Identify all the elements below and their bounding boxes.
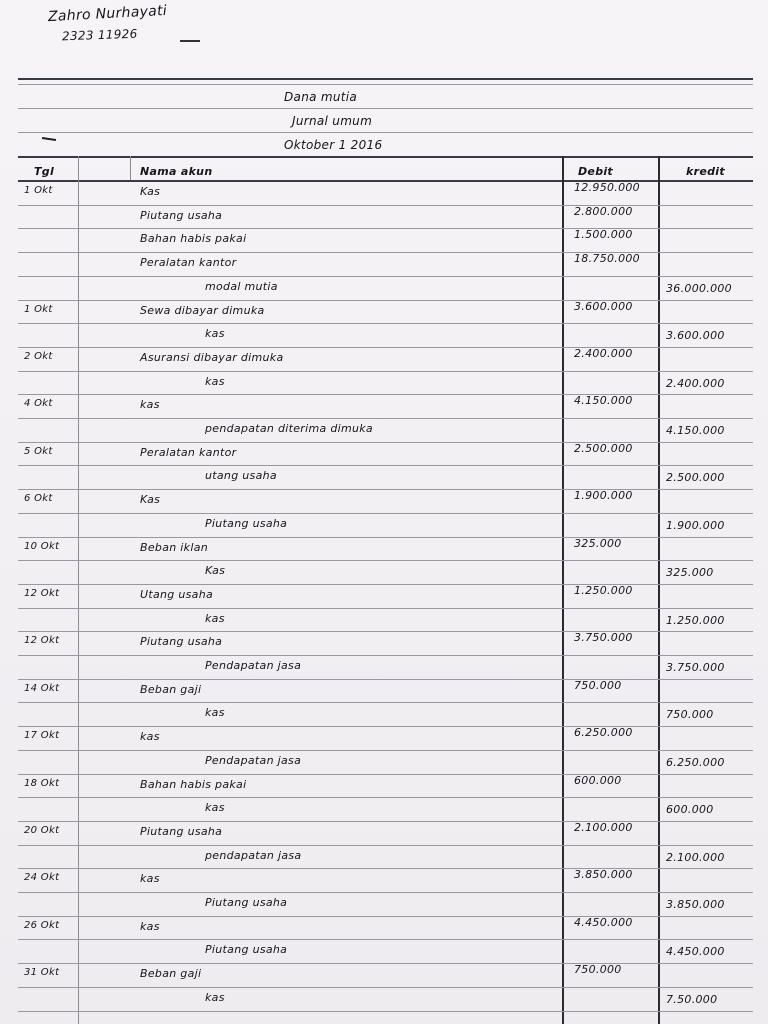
journal-title: Jurnal umum: [292, 114, 373, 128]
row-rule: [18, 963, 753, 964]
entry-date: 20 Okt: [24, 825, 60, 836]
rule: [18, 132, 753, 133]
student-id: 2323 11926: [61, 26, 138, 44]
entry-credit: 2.400.000: [666, 377, 725, 390]
entry-date: 12 Okt: [24, 588, 60, 599]
entry-credit: 1.250.000: [666, 614, 725, 627]
row-rule: [18, 205, 753, 206]
entry-debit: 2.400.000: [574, 347, 633, 360]
entry-date: 1 Okt: [24, 304, 53, 315]
entry-date: 26 Okt: [24, 920, 60, 931]
entry-credit: 36.000.000: [666, 282, 732, 295]
entry-account: kas: [140, 730, 160, 743]
entry-account: utang usaha: [205, 469, 277, 482]
entry-credit: 750.000: [666, 708, 714, 721]
column-header-credit: kredit: [686, 165, 725, 178]
company-name: Dana mutia: [284, 90, 358, 104]
row-rule: [18, 418, 753, 419]
row-rule: [18, 750, 753, 751]
entry-account: Piutang usaha: [140, 825, 223, 838]
entry-debit: 6.250.000: [574, 726, 633, 739]
credit-column-divider: [658, 156, 660, 1024]
entry-debit: 1.900.000: [574, 489, 633, 502]
entry-account: kas: [140, 398, 160, 411]
entry-account: Peralatan kantor: [140, 256, 237, 269]
entry-date: 24 Okt: [24, 872, 60, 883]
entry-debit: 750.000: [574, 679, 622, 692]
entry-account: Piutang usaha: [205, 943, 288, 956]
entry-credit: 1.900.000: [666, 519, 725, 532]
row-rule: [18, 987, 753, 988]
row-rule: [18, 608, 753, 609]
row-rule: [18, 797, 753, 798]
row-rule: [18, 228, 753, 229]
row-rule: [18, 845, 753, 846]
entry-credit: 4.150.000: [666, 424, 725, 437]
entry-credit: 600.000: [666, 803, 714, 816]
entry-account: Piutang usaha: [205, 517, 288, 530]
entry-account: Piutang usaha: [140, 209, 223, 222]
entry-debit: 750.000: [574, 963, 622, 976]
entry-date: 31 Okt: [24, 967, 60, 978]
entry-account: Beban iklan: [140, 541, 209, 554]
entry-debit: 3.850.000: [574, 868, 633, 881]
entry-debit: 2.500.000: [574, 442, 633, 455]
entry-date: 4 Okt: [24, 398, 53, 409]
column-header-debit: Debit: [578, 165, 613, 178]
column-header-account: Nama akun: [140, 165, 213, 178]
row-rule: [18, 442, 753, 443]
entry-debit: 2.100.000: [574, 821, 633, 834]
entry-account: pendapatan diterima dimuka: [205, 422, 373, 435]
entry-account: kas: [205, 706, 225, 719]
entry-account: kas: [140, 920, 160, 933]
row-rule: [18, 774, 753, 775]
date-column-divider: [78, 156, 79, 1024]
entry-debit: 3.600.000: [574, 300, 633, 313]
header-divider: [130, 156, 131, 180]
entry-credit: 4.450.000: [666, 945, 725, 958]
entry-credit: 3.850.000: [666, 898, 725, 911]
entry-debit: 1.500.000: [574, 228, 633, 241]
entry-date: 14 Okt: [24, 683, 60, 694]
row-rule: [18, 252, 753, 253]
entry-debit: 4.150.000: [574, 394, 633, 407]
row-rule: [18, 655, 753, 656]
entry-debit: 325.000: [574, 537, 622, 550]
entry-date: 17 Okt: [24, 730, 60, 741]
row-rule: [18, 276, 753, 277]
row-rule: [18, 584, 753, 585]
column-header-date: Tgl: [34, 165, 55, 178]
entry-date: 6 Okt: [24, 493, 53, 504]
rule: [18, 84, 753, 85]
entry-credit: 3.600.000: [666, 329, 725, 342]
rule: [18, 108, 753, 109]
entry-date: 1 Okt: [24, 185, 53, 196]
header-top-rule: [18, 156, 753, 158]
entry-account: kas: [205, 327, 225, 340]
top-rule: [18, 78, 753, 80]
row-rule: [18, 868, 753, 869]
entry-account: Kas: [205, 564, 226, 577]
entry-date: 10 Okt: [24, 541, 60, 552]
row-rule: [18, 679, 753, 680]
entry-account: Bahan habis pakai: [140, 232, 247, 245]
row-rule: [18, 726, 753, 727]
row-rule: [18, 347, 753, 348]
entry-credit: 2.100.000: [666, 851, 725, 864]
row-rule: [18, 537, 753, 538]
row-rule: [18, 821, 753, 822]
entry-account: Pendapatan jasa: [205, 659, 302, 672]
entry-credit: 2.500.000: [666, 471, 725, 484]
entry-debit: 1.250.000: [574, 584, 633, 597]
row-rule: [18, 489, 753, 490]
row-rule: [18, 300, 753, 301]
entry-debit: 4.450.000: [574, 916, 633, 929]
entry-date: 5 Okt: [24, 446, 53, 457]
entry-account: Asuransi dibayar dimuka: [140, 351, 284, 364]
row-rule: [18, 465, 753, 466]
row-rule: [18, 513, 753, 514]
row-rule: [18, 560, 753, 561]
entry-account: Sewa dibayar dimuka: [140, 304, 265, 317]
entry-account: modal mutia: [205, 280, 278, 293]
entry-debit: 12.950.000: [574, 181, 640, 194]
header-bottom-rule: [18, 180, 753, 182]
author-name: Zahro Nurhayati: [47, 2, 168, 26]
entry-debit: 600.000: [574, 774, 622, 787]
entry-account: Pendapatan jasa: [205, 754, 302, 767]
row-rule: [18, 892, 753, 893]
entry-date: 18 Okt: [24, 778, 60, 789]
entry-account: Beban gaji: [140, 683, 202, 696]
entry-account: Beban gaji: [140, 967, 202, 980]
entry-credit: 6.250.000: [666, 756, 725, 769]
entry-account: kas: [205, 801, 225, 814]
entry-date: 12 Okt: [24, 635, 60, 646]
entry-account: Kas: [140, 185, 161, 198]
entry-account: Peralatan kantor: [140, 446, 237, 459]
entry-account: kas: [140, 872, 160, 885]
entry-credit: 3.750.000: [666, 661, 725, 674]
entry-account: kas: [205, 991, 225, 1004]
entry-account: Kas: [140, 493, 161, 506]
entry-account: kas: [205, 375, 225, 388]
row-rule: [18, 939, 753, 940]
row-rule: [18, 371, 753, 372]
pen-mark: [42, 137, 56, 141]
entry-date: 2 Okt: [24, 351, 53, 362]
entry-debit: 18.750.000: [574, 252, 640, 265]
entry-account: Bahan habis pakai: [140, 778, 247, 791]
row-rule: [18, 323, 753, 324]
row-rule: [18, 394, 753, 395]
pen-mark: [180, 40, 200, 42]
entry-account: kas: [205, 612, 225, 625]
entry-account: Utang usaha: [140, 588, 214, 601]
debit-column-divider: [562, 156, 564, 1024]
entry-debit: 2.800.000: [574, 205, 633, 218]
row-rule: [18, 1011, 753, 1012]
entry-account: Piutang usaha: [205, 896, 288, 909]
entry-debit: 3.750.000: [574, 631, 633, 644]
entry-account: pendapatan jasa: [205, 849, 302, 862]
entry-account: Piutang usaha: [140, 635, 223, 648]
journal-period: Oktober 1 2016: [284, 138, 383, 152]
row-rule: [18, 702, 753, 703]
row-rule: [18, 916, 753, 917]
entry-credit: 7.50.000: [666, 993, 718, 1006]
row-rule: [18, 631, 753, 632]
entry-credit: 325.000: [666, 566, 714, 579]
